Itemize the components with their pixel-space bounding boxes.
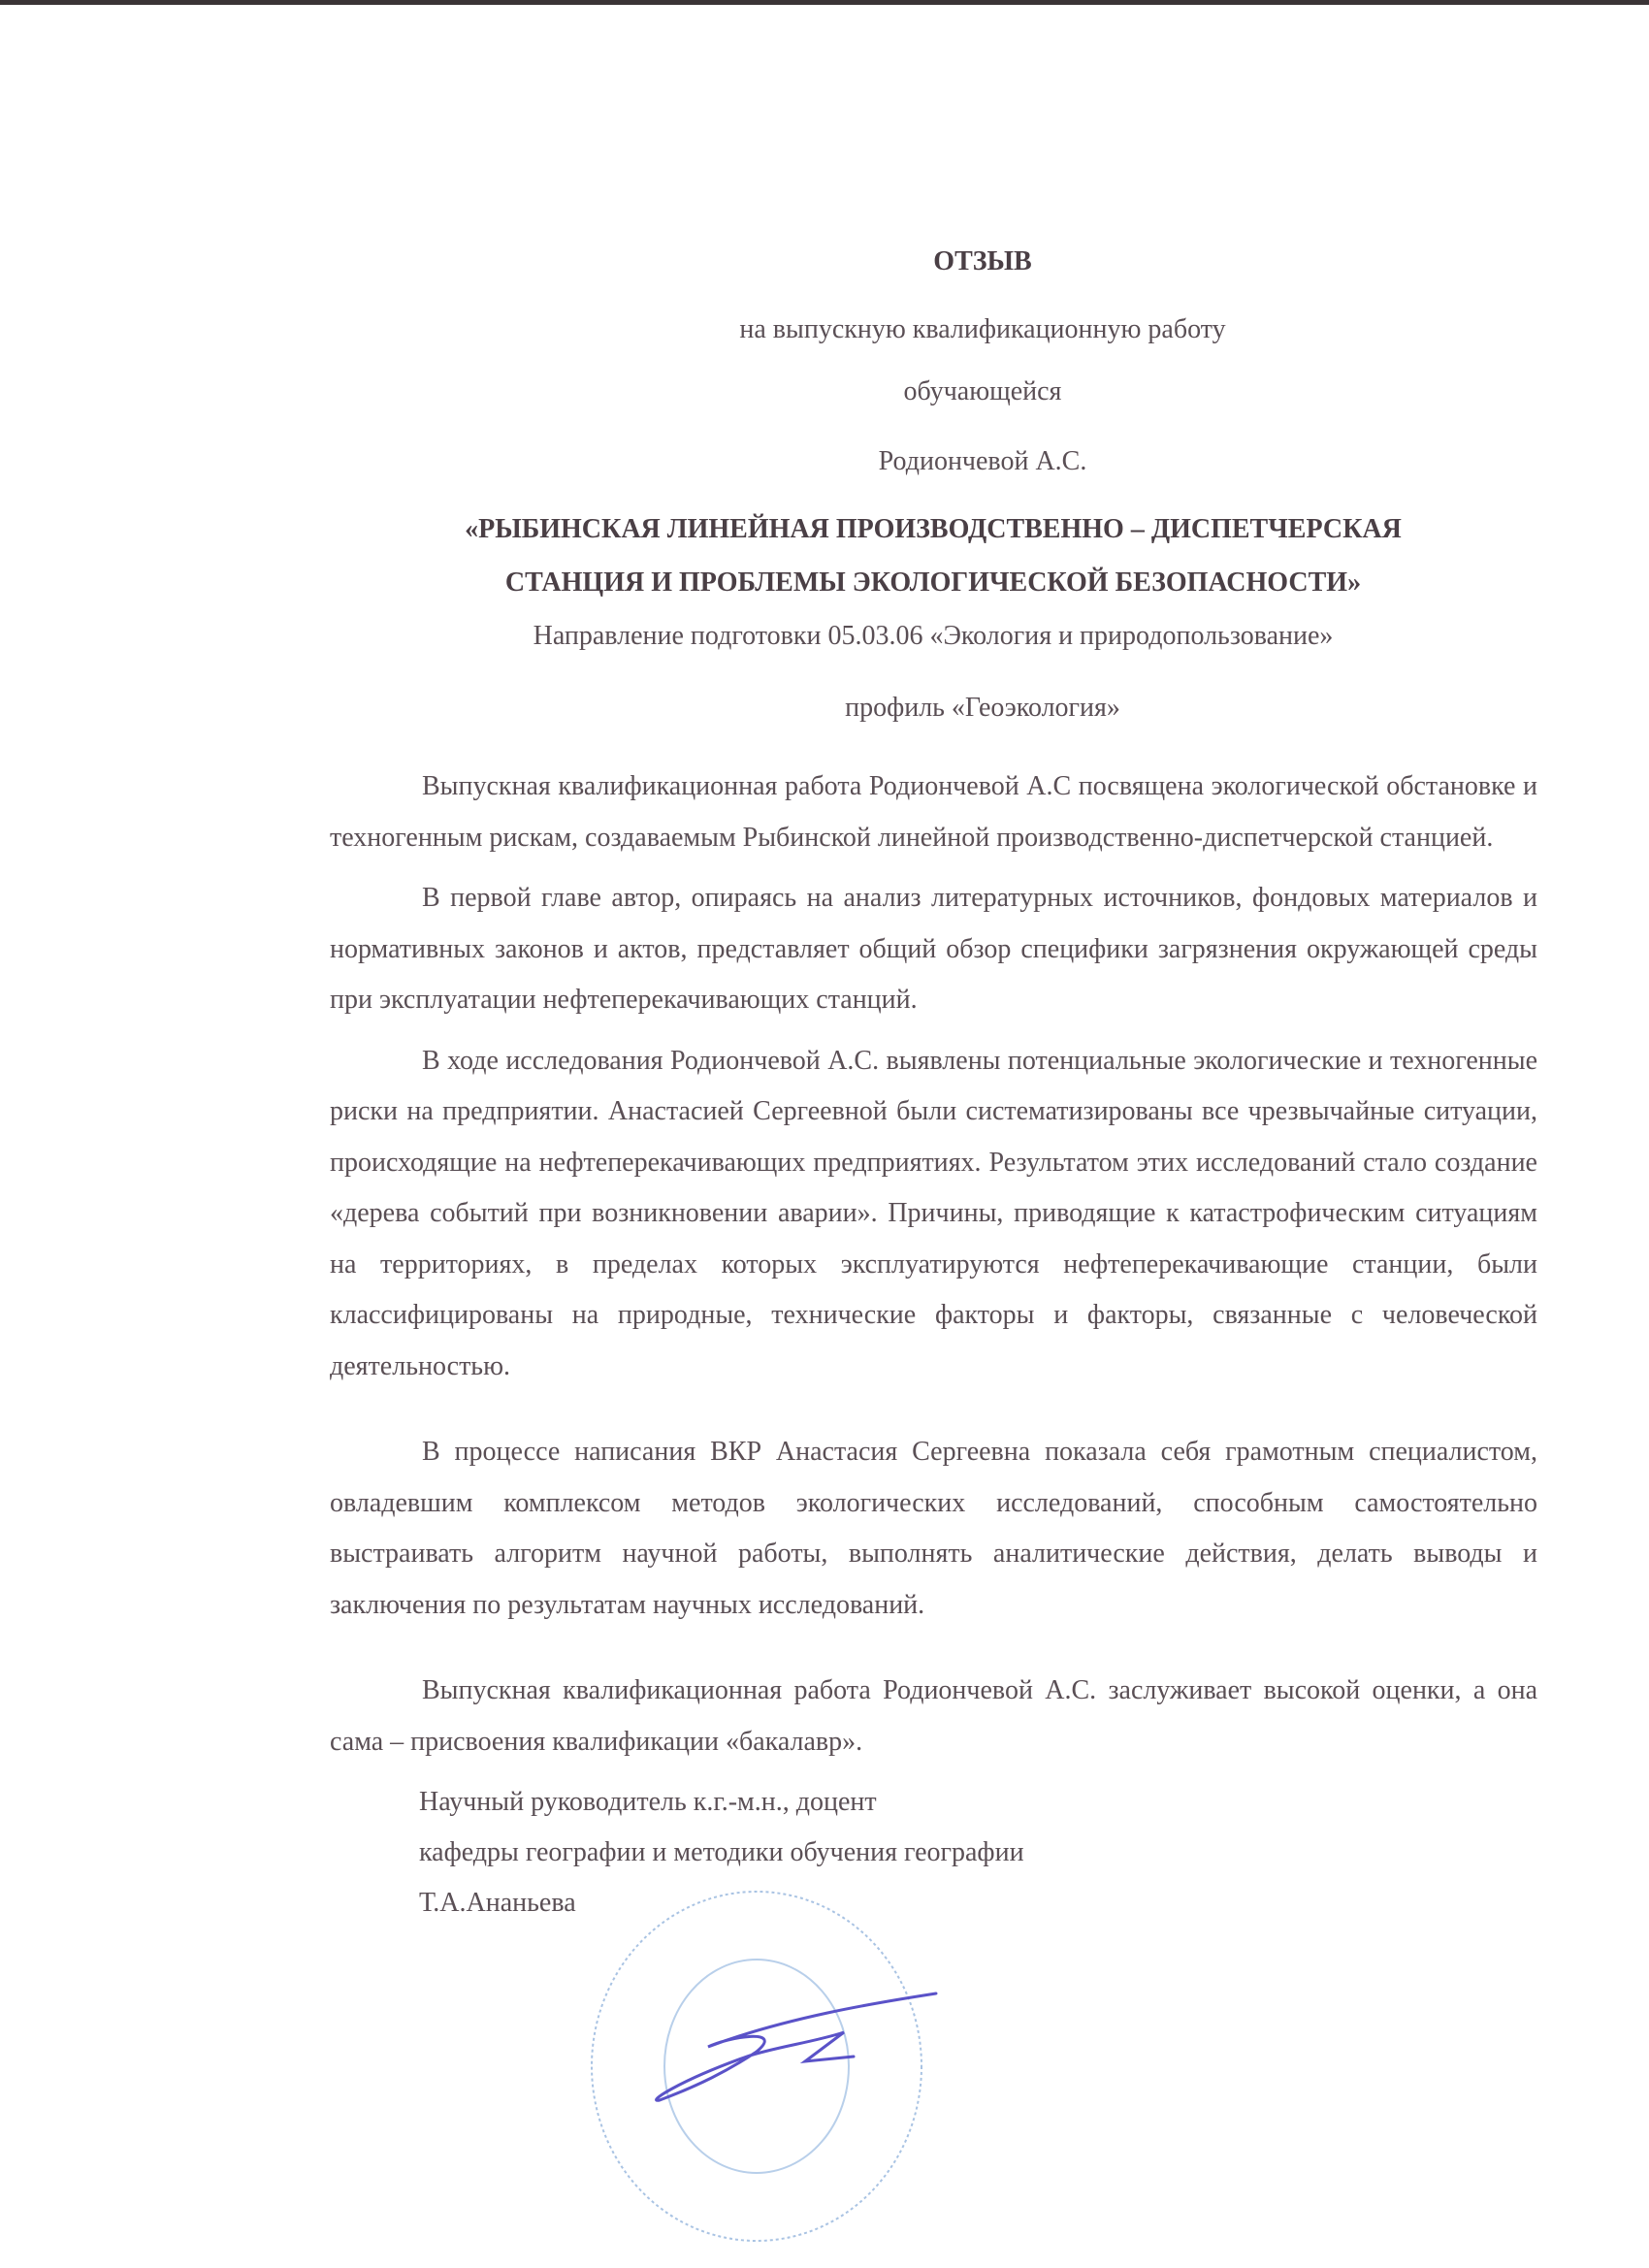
supervisor-department: кафедры географии и методики обучения географии	[419, 1837, 1024, 1867]
thesis-title-line2: СТАНЦИЯ И ПРОБЛЕМЫ ЭКОЛОГИЧЕСКОЙ БЕЗОПАСНОСТИ»	[504, 567, 1362, 598]
supervisor-title: Научный руководитель к.г.-м.н., доцент	[419, 1787, 877, 1817]
thesis-title-line1: «РЫБИНСКАЯ ЛИНЕЙНАЯ ПРОИЗВОДСТВЕННО – ДИСПЕТЧЕРСКАЯ	[465, 514, 1402, 544]
signature-block	[419, 1777, 1537, 1928]
scan-top-border	[0, 0, 1649, 5]
paragraph-conclusion: Выпускная квалификационная работа Родиончевой А.С. заслуживает высокой оценки, а она сама – присвоения квалификации «бакалавр».	[330, 1675, 1537, 1757]
paragraph-intro: Выпускная квалификационная работа Родиончевой А.С посвящена экологической обстановке и техногенным рискам, создаваемым Рыбинской линейной производственно-диспетчерской станцией.	[330, 771, 1537, 853]
review-body	[330, 761, 1537, 1928]
supervisor-name: Т.А.Ананьева	[419, 1888, 576, 1918]
study-profile: профиль «Геоэкология»	[845, 693, 1120, 723]
paragraph-assessment: В процессе написания ВКР Анастасия Сергеевна показала себя грамотным специалистом, овладевшим комплексом методов экологических исследований, способным самостоятельно выстраивать алгоритм научной работы, выполнять аналитические действия, делать выводы и заключения по результатам научных исследований.	[330, 1437, 1537, 1620]
paragraph-research: В ходе исследования Родиончевой А.С. выявлены потенциальные экологические и техногенные риски на предприятии. Анастасией Сергеевной были систематизированы все чрезвычайные ситуации, происходящие на нефтеперекачивающих предприятиях. Результатом этих исследований стало создание «дерева событий при возникновении аварии». Причины, приводящие к катастрофическим ситуациям на территориях, в пределах которых эксплуатируются нефтеперекачивающие станции, были классифицированы на природные, технические факторы и факторы, связанные с человеческой деятельностью.	[330, 1045, 1537, 1381]
paragraph-chapter-one: В первой главе автор, опираясь на анализ литературных источников, фондовых материалов и нормативных законов и актов, представляет общий обзор специфики загрязнения окружающей среды при эксплуатации нефтеперекачивающих станций.	[330, 883, 1537, 1015]
study-direction: Направление подготовки 05.03.06 «Экология и природопользование»	[533, 621, 1334, 651]
student-label: обучающейся	[903, 376, 1062, 406]
document-title: ОТЗЫВ	[933, 246, 1032, 276]
student-name: Родиончевой А.С.	[878, 446, 1087, 476]
handwritten-signature	[640, 1989, 951, 2105]
document-subtitle: на выпускную квалификационную работу	[739, 314, 1226, 344]
